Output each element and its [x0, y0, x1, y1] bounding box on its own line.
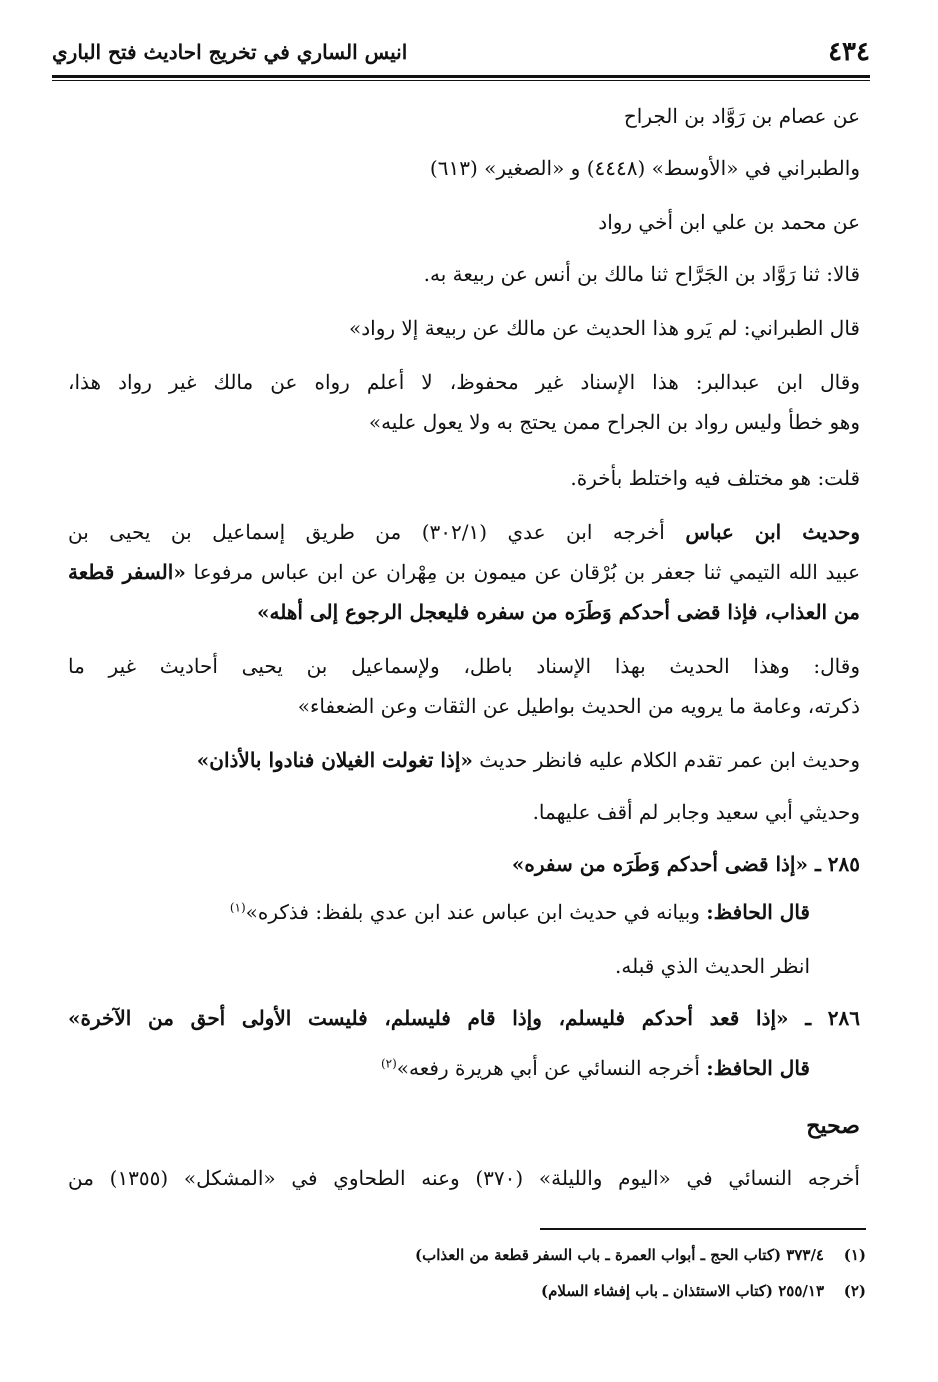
text-span: وبيانه في حديث ابن عباس عند ابن عدي بلفظ: فذكره»	[245, 900, 707, 924]
text-line	[197, 744, 860, 776]
bold-phrase: «إذا تغولت الغيلان فنادوا بالأذان»	[196, 748, 473, 772]
text-line: عن عصام بن رَوَّاد بن الجراح	[623, 104, 860, 128]
text-line: وقال: وهذا الحديث بهذا الإسناد باطل، ولإسماعيل بن يحيى أحاديث غير ما	[68, 654, 860, 678]
hadith-heading-285: ٢٨٥ ـ «إذا قضى أحدكم وَطَرَه من سفره»	[511, 852, 860, 876]
footnote-text: ٢٥٥/١٣ (كتاب الاستئذان ـ باب إفشاء السلام)	[540, 1282, 824, 1300]
grading-heading: صحيح	[806, 1113, 860, 1139]
footnote-number: (٢)	[843, 1282, 866, 1300]
text-line: والطبراني في «الأوسط» (٤٤٤٨) و «الصغير» (٦١٣)	[429, 156, 860, 180]
footnote-text: ٣٧٣/٤ (كتاب الحج ـ أبواب العمرة ـ باب السفر قطعة من العذاب)	[415, 1246, 824, 1264]
footnote-ref: (٢)	[380, 1056, 397, 1071]
text-line	[68, 556, 860, 588]
page-number: ٤٣٤	[828, 37, 870, 67]
footnote-number: (١)	[843, 1246, 866, 1264]
text-line: قال الطبراني: لم يَرو هذا الحديث عن مالك عن ربيعة إلا رواد»	[349, 316, 860, 340]
bold-phrase: وحديث ابن عباس	[685, 520, 860, 544]
text-span: عبيد الله التيمي ثنا جعفر بن بُرْقان عن ميمون بن مِهْران عن ابن عباس مرفوعا	[185, 560, 860, 584]
text-span: أخرجه النسائي عن أبي هريرة رفعه»	[396, 1056, 707, 1080]
text-line: عن محمد بن علي ابن أخي رواد	[598, 210, 860, 234]
bold-phrase: «السفر قطعة	[68, 560, 186, 584]
footnote-separator	[540, 1228, 866, 1230]
text-line: أخرجه النسائي في «اليوم والليلة» (٣٧٠) وعنه الطحاوي في «المشكل» (١٣٥٥) من	[68, 1166, 860, 1190]
hadith-heading-286: ٢٨٦ ـ «إذا قعد أحدكم فليسلم، وإذا قام فليسلم، فليست الأولى أحق من الآخرة»	[68, 1006, 860, 1030]
text-line	[68, 516, 860, 548]
text-line	[381, 1052, 810, 1084]
text-line: قالا: ثنا رَوَّاد بن الجَرَّاح ثنا مالك بن أنس عن ربيعة به.	[423, 262, 860, 286]
text-line: وقال ابن عبدالبر: هذا الإسناد غير محفوظ، لا أعلم رواه عن مالك غير رواد هذا،	[68, 370, 860, 394]
footnote	[541, 1280, 866, 1302]
text-line: انظر الحديث الذي قبله.	[615, 954, 810, 978]
header-rule	[52, 75, 870, 81]
hafiz-label: قال الحافظ:	[706, 1056, 810, 1080]
text-span: أخرجه ابن عدي (٣٠٢/١) من طريق إسماعيل بن يحيى بن	[68, 520, 686, 544]
text-span: وحديث ابن عمر تقدم الكلام عليه فانظر حديث	[472, 748, 860, 772]
text-line: وهو خطأ وليس رواد بن الجراح ممن يحتج به ولا يعول عليه»	[368, 410, 860, 434]
text-line: قلت: هو مختلف فيه واختلط بأخرة.	[570, 466, 860, 490]
text-line: وحديثي أبي سعيد وجابر لم أقف عليهما.	[532, 800, 860, 824]
text-line	[230, 896, 810, 928]
page-header	[52, 32, 870, 72]
text-line: ذكرته، وعامة ما يرويه من الحديث بواطيل عن الثقات وعن الضعفاء»	[297, 694, 860, 718]
book-title: انيس الساري في تخريج احاديث فتح الباري	[52, 40, 408, 64]
footnote-ref: (١)	[229, 900, 246, 915]
footnote	[415, 1244, 866, 1266]
hafiz-label: قال الحافظ:	[706, 900, 810, 924]
hadith-quote: من العذاب، فإذا قضى أحدكم وَطَرَه من سفره فليعجل الرجوع إلى أهله»	[256, 600, 860, 624]
